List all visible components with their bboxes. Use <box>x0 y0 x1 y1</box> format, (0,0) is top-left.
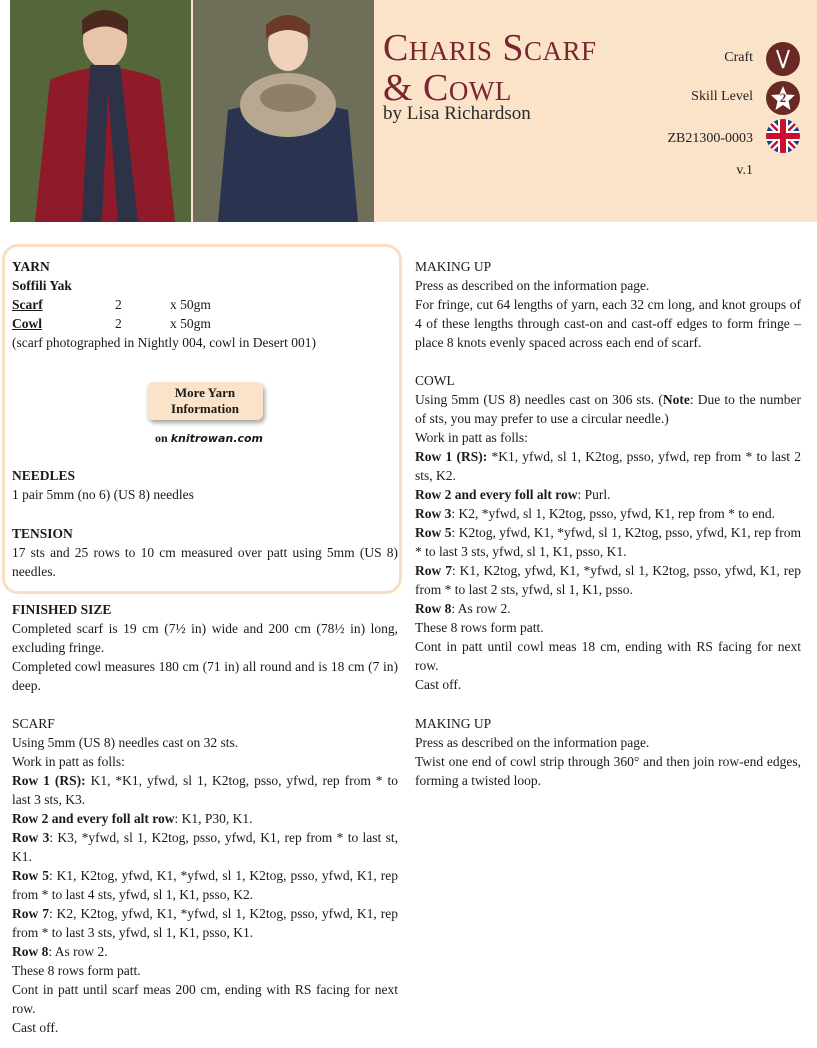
craft-label: Craft <box>724 50 753 65</box>
yarn-section <box>12 257 398 352</box>
making-up-scarf-section: MAKING UP Press as described on the information page. For fringe, cut 64 lengths of yarn, each 32 cm long, and knot groups of 4 of these lengths through cast-on and cast-off edges to form fringe – place 8 knots evenly spaced across each end of scarf. <box>415 259 801 350</box>
making-up-cowl-section: MAKING UP Press as described on the information page. Twist one end of cowl strip through 360° and then join row-end edges, forming a twisted loop. <box>415 716 801 788</box>
scarf-heading: SCARF <box>12 716 55 731</box>
yarn-note: (scarf photographed in Nightly 004, cowl in Desert 001) <box>12 335 317 350</box>
tension-section: TENSION 17 sts and 25 rows to 10 cm measured over patt using 5mm (US 8) needles. <box>12 526 398 579</box>
cowl-photo <box>193 0 374 222</box>
yarn-row-cowl: Cowl 2 x 50gm <box>12 316 211 331</box>
more-yarn-info-button[interactable]: More Yarn Information <box>147 382 263 420</box>
knitrowan-link[interactable]: on knitrowan.com <box>155 431 263 445</box>
yarn-name: Soffili Yak <box>12 278 72 293</box>
cowl-section: COWL Using 5mm (US 8) needles cast on 306 sts. (Note: Due to the number of sts, you may prefer to use a circular needle.) Work in patt as folls: Row 1 (RS): *K1, yfwd, sl 1, K2tog, psso, yfwd, rep from * to last 2 sts, K2. Row 2 and every foll alt row: Purl. Row 3: K2, *yfwd, sl 1, K2tog, psso, yfwd, K1, rep from * to end. Row 5: K2tog, yfwd, K1, *yfwd, sl 1, K2tog, psso, yfwd, K1, rep from * to last 3 sts, yfwd, sl 1, K1, psso, K1. Row 7: K1, K2tog, yfwd, K1, *yfwd, sl 1, K2tog, psso, yfwd, K1, rep from * to last 2 sts, yfwd, sl 1, K1, psso. Row 8: As row 2. These 8 rows form patt. Cont in patt until cowl meas 18 cm, ending with RS facing for next row. Cast off. <box>415 373 802 692</box>
pattern-code: ZB21300-0003 <box>667 131 753 146</box>
yarn-heading: YARN <box>12 259 50 274</box>
knitting-needles-icon <box>766 42 800 76</box>
needles-section: NEEDLES 1 pair 5mm (no 6) (US 8) needles <box>12 468 194 502</box>
finished-size-section: FINISHED SIZE Completed scarf is 19 cm (7½ in) wide and 200 cm (78½ in) long, excluding fringe. Completed cowl measures 180 cm (71 in) all round and is 18 cm (7 in) deep. <box>12 602 398 693</box>
pattern-title: Charis Scarf & Cowl <box>383 27 597 109</box>
yarn-row-scarf: Scarf 2 x 50gm <box>12 297 211 312</box>
scarf-section: SCARF Using 5mm (US 8) needles cast on 32 sts. Work in patt as folls: Row 1 (RS): K1, *K1, yfwd, sl 1, K2tog, psso, yfwd, rep from * to last 3 sts, K3. Row 2 and every foll alt row: K1, P30, K1. Row 3: K3, *yfwd, sl 1, K2tog, psso, yfwd, K1, rep from * to last st, K1. Row 5: K1, K2tog, yfwd, K1, *yfwd, sl 1, K2tog, psso, yfwd, K1, rep from * to last 4 sts, yfwd, sl 1, K1, psso, K2. Row 7: K2, K2tog, yfwd, K1, *yfwd, sl 1, K2tog, psso, yfwd, K1, rep from * to last 3 sts, yfwd, sl 1, K1, psso, K1. Row 8: As row 2. These 8 rows form patt. Cont in patt until scarf meas 200 cm, ending with RS facing for next row. Cast off. <box>12 716 399 1035</box>
designer-byline: by Lisa Richardson <box>383 103 531 124</box>
skill-level-badge: 2 <box>766 81 800 115</box>
cowl-heading: COWL <box>415 373 455 388</box>
version-label: v.1 <box>736 163 753 178</box>
scarf-photo <box>10 0 191 222</box>
uk-flag-icon <box>766 119 800 153</box>
skill-level-label: Skill Level <box>691 89 753 104</box>
